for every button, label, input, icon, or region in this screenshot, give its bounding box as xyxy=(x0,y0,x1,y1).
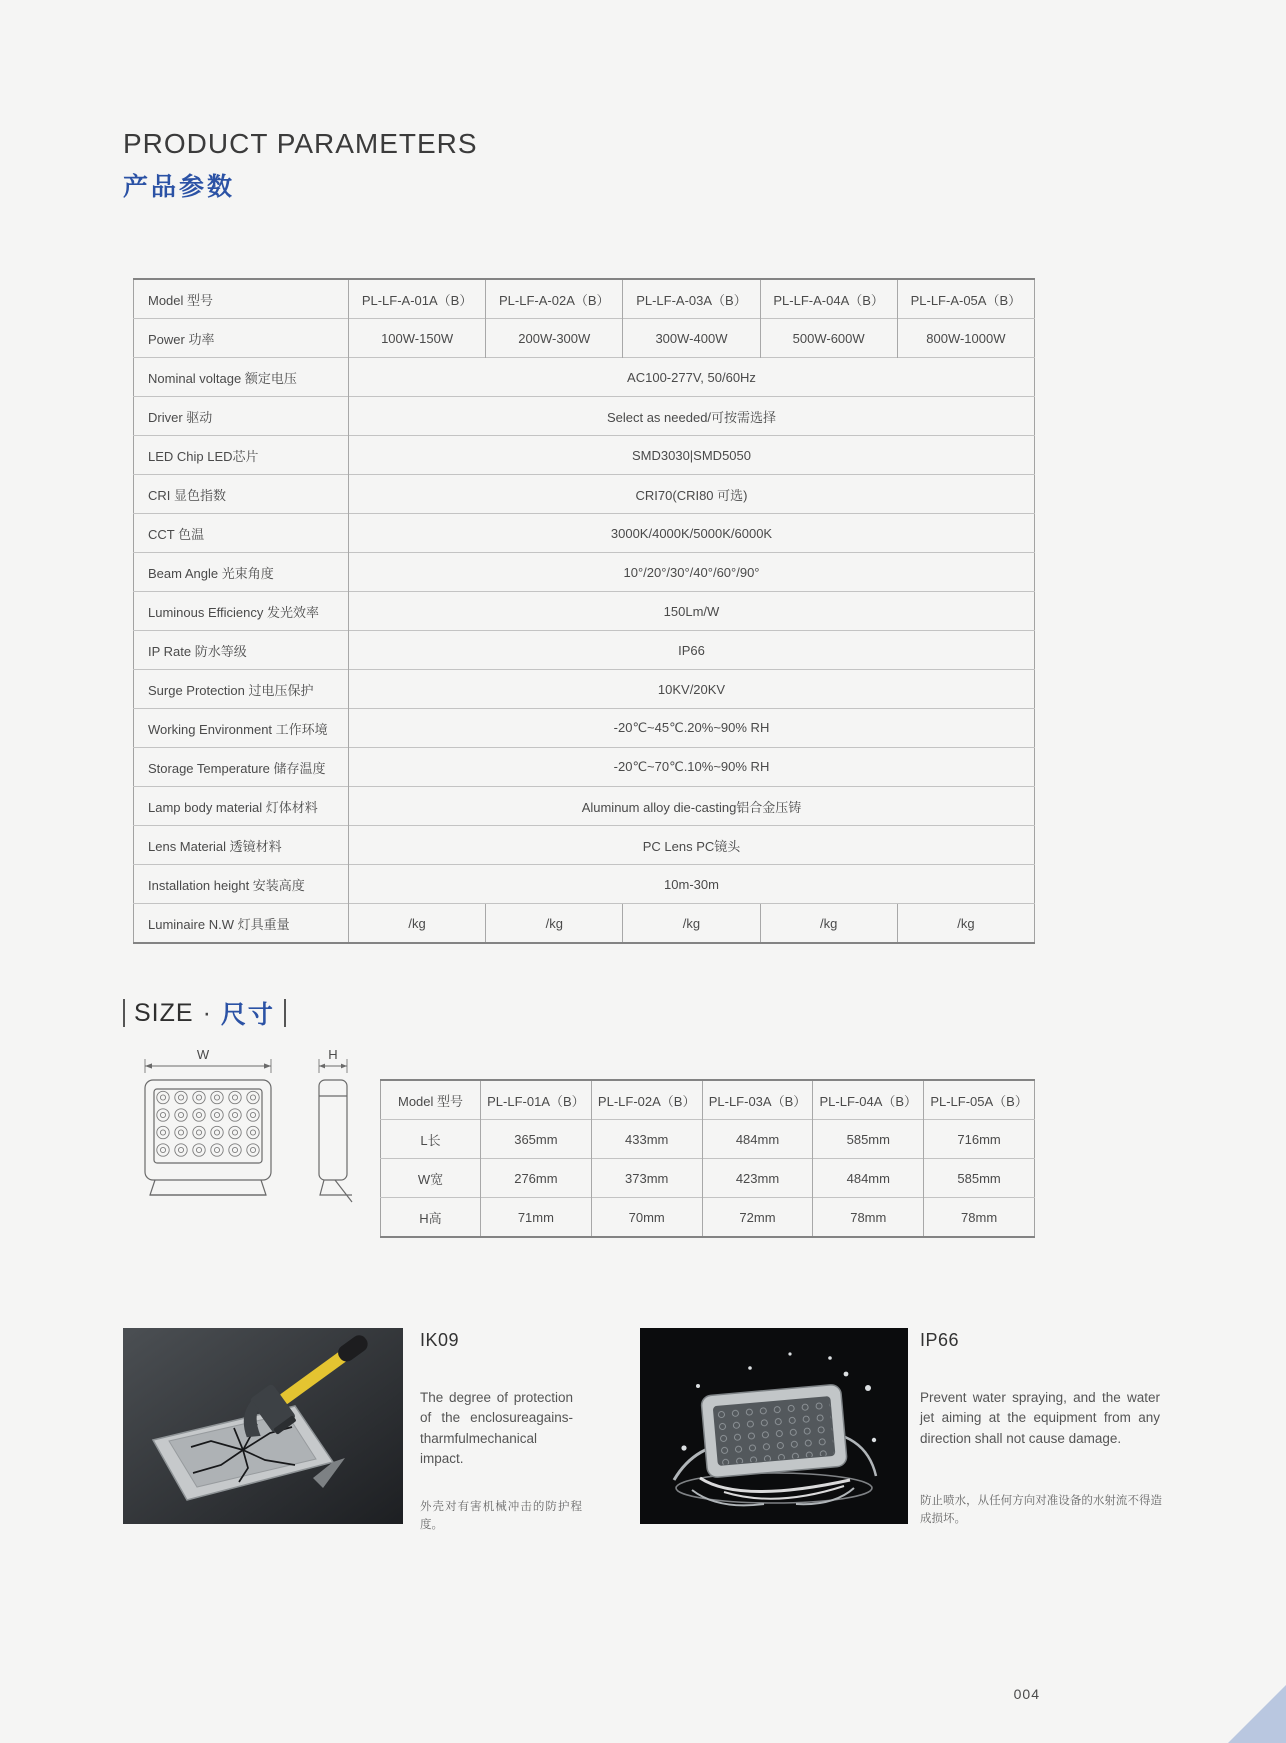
table-row-installation-height xyxy=(134,865,1035,904)
cell: PL-LF-A-04A（B） xyxy=(760,279,897,319)
cell-span: 10m-30m xyxy=(349,865,1035,904)
table-row-model xyxy=(134,279,1035,319)
cell: /kg xyxy=(349,904,486,944)
cell-span: 10°/20°/30°/40°/60°/90° xyxy=(349,553,1035,592)
table-row-luminaire-weight xyxy=(134,904,1035,944)
page-title: PRODUCT PARAMETERS xyxy=(123,128,478,159)
floodlight-icon xyxy=(701,1384,848,1478)
row-label: Beam Angle 光束角度 xyxy=(134,553,349,592)
header-cell: Model 型号 xyxy=(397,1093,464,1109)
table-row-led-chip xyxy=(134,436,1035,475)
table-row-power xyxy=(134,319,1035,358)
cell: 200W-300W xyxy=(486,319,623,358)
cell: 585mm xyxy=(924,1159,1035,1198)
cell: 716mm xyxy=(924,1120,1035,1159)
size-row-width xyxy=(381,1159,1035,1198)
row-label: Driver 驱动 xyxy=(134,397,349,436)
cell-span: -20℃~45℃.20%~90% RH xyxy=(349,709,1035,748)
cell: 365mm xyxy=(481,1120,592,1159)
table-row-storage-temperature xyxy=(134,748,1035,787)
cell: 484mm xyxy=(813,1159,924,1198)
row-label: Lamp body material 灯体材料 xyxy=(134,787,349,826)
cell: 300W-400W xyxy=(623,319,760,358)
ik09-title: IK09 xyxy=(420,1330,460,1350)
cell: 78mm xyxy=(924,1198,1035,1238)
table-row-beam-angle xyxy=(134,553,1035,592)
row-label: Lens Material 透镜材料 xyxy=(134,826,349,865)
cell: 484mm xyxy=(702,1120,813,1159)
corner-decoration xyxy=(1228,1685,1286,1743)
header-cell: PL-LF-05A（B） xyxy=(924,1080,1035,1120)
cell: /kg xyxy=(897,904,1034,944)
size-row-length xyxy=(381,1120,1035,1159)
row-label: Working Environment 工作环境 xyxy=(134,709,349,748)
cell: 500W-600W xyxy=(760,319,897,358)
cell: 72mm xyxy=(702,1198,813,1238)
table-row-ip-rate xyxy=(134,631,1035,670)
cell-span: 150Lm/W xyxy=(349,592,1035,631)
cell-span: Select as needed/可按需选择 xyxy=(349,397,1035,436)
table-row-voltage xyxy=(134,358,1035,397)
size-header-row xyxy=(381,1080,1035,1120)
table-row-lamp-body-material xyxy=(134,787,1035,826)
header-cell: PL-LF-02A（B） xyxy=(591,1080,702,1120)
row-label: Luminaire N.W 灯具重量 xyxy=(134,904,349,944)
table-row-lens-material xyxy=(134,826,1035,865)
row-label: Storage Temperature 储存温度 xyxy=(134,748,349,787)
ik09-description-chinese: 外壳对有害机械冲击的防护程度。 xyxy=(420,1501,582,1532)
cell-span: 10KV/20KV xyxy=(349,670,1035,709)
row-label: L长 xyxy=(381,1120,481,1159)
cell-span: IP66 xyxy=(349,631,1035,670)
cell-span: CRI70(CRI80 可选) xyxy=(349,475,1035,514)
size-table xyxy=(380,1079,1035,1238)
ik09-description: The degree of protection of the enclosureagains-tharmfulmechanical impact. xyxy=(420,1390,573,1466)
cell: PL-LF-A-02A（B） xyxy=(486,279,623,319)
row-label: LED Chip LED芯片 xyxy=(134,436,349,475)
table-row-cri xyxy=(134,475,1035,514)
table-row-working-environment xyxy=(134,709,1035,748)
size-title-zh: 尺寸 xyxy=(220,1001,275,1029)
ip66-description-chinese: 防止喷水，从任何方向对准设备的水射流不得造成损坏。 xyxy=(920,1495,1162,1526)
row-label: Luminous Efficiency 发光效率 xyxy=(134,592,349,631)
size-title-separator: · xyxy=(202,998,212,1027)
cell: 78mm xyxy=(813,1198,924,1238)
size-title-en: SIZE xyxy=(134,998,194,1027)
ip66-water-splash-photo xyxy=(640,1328,908,1524)
header-cell: PL-LF-03A（B） xyxy=(702,1080,813,1120)
ip66-description: Prevent water spraying, and the water jet aiming at the equipment from any direction shall not cause damage. xyxy=(920,1390,1160,1446)
cell: PL-LF-A-01A（B） xyxy=(349,279,486,319)
row-label: CCT 色温 xyxy=(134,514,349,553)
led-grid xyxy=(154,1089,262,1159)
row-label: Surge Protection 过电压保护 xyxy=(134,670,349,709)
page-number: 004 xyxy=(1013,1686,1040,1702)
row-label: CRI 显色指数 xyxy=(134,475,349,514)
cell-span: PC Lens PC镜头 xyxy=(349,826,1035,865)
row-label: IP Rate 防水等级 xyxy=(134,631,349,670)
cell: 423mm xyxy=(702,1159,813,1198)
cell-span: 3000K/4000K/5000K/6000K xyxy=(349,514,1035,553)
floodlight-side-view xyxy=(319,1080,352,1202)
cell: 800W-1000W xyxy=(897,319,1034,358)
heading-bar xyxy=(284,999,286,1027)
cell: 585mm xyxy=(813,1120,924,1159)
dimension-label-h: H xyxy=(328,1048,338,1062)
row-label: Model 型号 xyxy=(148,292,214,308)
cell: /kg xyxy=(486,904,623,944)
floodlight-dimension-drawing xyxy=(123,1048,373,1248)
table-row-surge-protection xyxy=(134,670,1035,709)
cell: 100W-150W xyxy=(349,319,486,358)
cell: PL-LF-A-05A（B） xyxy=(897,279,1034,319)
cell-span: AC100-277V, 50/60Hz xyxy=(349,358,1035,397)
table-row-cct xyxy=(134,514,1035,553)
row-label: Power 功率 xyxy=(134,319,349,358)
cell: 433mm xyxy=(591,1120,702,1159)
row-label: W宽 xyxy=(381,1159,481,1198)
table-row-luminous-efficiency xyxy=(134,592,1035,631)
product-parameters-table xyxy=(133,278,1035,944)
ik09-hammer-impact-photo xyxy=(123,1328,403,1524)
cell: /kg xyxy=(623,904,760,944)
heading-bar xyxy=(123,999,125,1027)
ip66-title: IP66 xyxy=(920,1330,960,1350)
cell-span: Aluminum alloy die-casting铝合金压铸 xyxy=(349,787,1035,826)
cell: 71mm xyxy=(481,1198,592,1238)
header-cell: PL-LF-01A（B） xyxy=(481,1080,592,1120)
row-label: Installation height 安装高度 xyxy=(134,865,349,904)
cell: 373mm xyxy=(591,1159,702,1198)
cell-span: SMD3030|SMD5050 xyxy=(349,436,1035,475)
cell: /kg xyxy=(760,904,897,944)
dimension-label-w: W xyxy=(196,1048,210,1062)
cell: 276mm xyxy=(481,1159,592,1198)
row-label: Nominal voltage 额定电压 xyxy=(134,358,349,397)
table-row-driver xyxy=(134,397,1035,436)
row-label: H高 xyxy=(381,1198,481,1238)
cell: 70mm xyxy=(591,1198,702,1238)
cell: PL-LF-A-03A（B） xyxy=(623,279,760,319)
size-row-height xyxy=(381,1198,1035,1238)
size-section-heading xyxy=(123,995,286,1031)
cell-span: -20℃~70℃.10%~90% RH xyxy=(349,748,1035,787)
header-cell: PL-LF-04A（B） xyxy=(813,1080,924,1120)
page-title-chinese: 产品参数 xyxy=(123,173,236,201)
